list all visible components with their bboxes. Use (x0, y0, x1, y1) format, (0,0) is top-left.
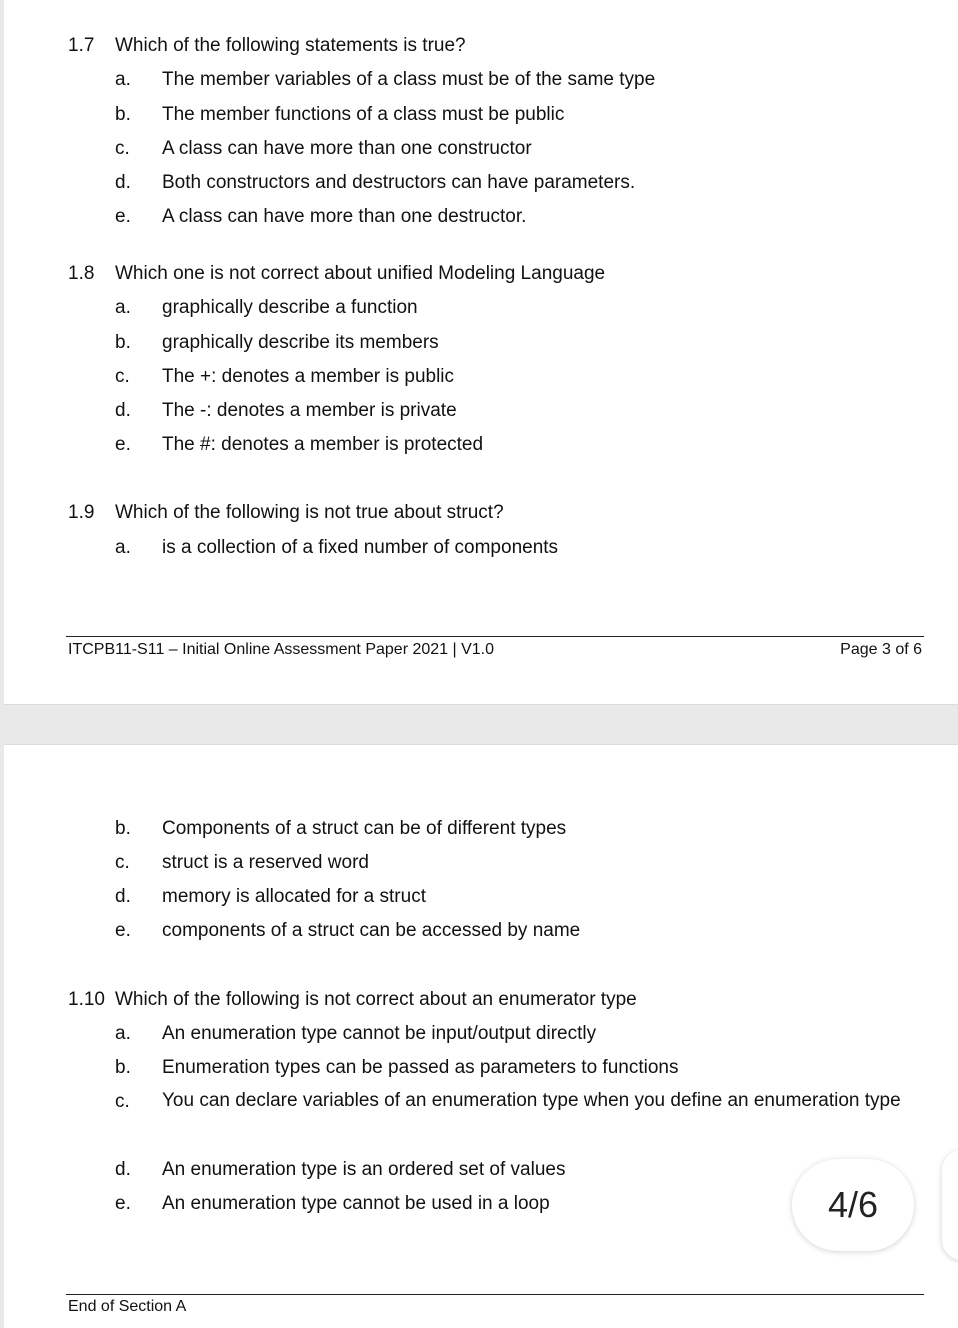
question-text: Which of the following is not correct about an enumerator type (115, 989, 637, 1010)
question-number: 1.8 (68, 263, 95, 284)
question-number: 1.9 (68, 502, 95, 523)
option-letter: e. (115, 206, 131, 227)
option-text: graphically describe a function (162, 297, 418, 318)
option-letter: a. (115, 69, 131, 90)
option-text: The member functions of a class must be public (162, 104, 565, 125)
footer-divider (66, 636, 924, 637)
option-text: components of a struct can be accessed by name (162, 920, 581, 941)
option-letter: d. (115, 172, 131, 193)
option-text: Enumeration types can be passed as parameters to functions (162, 1057, 679, 1078)
option-text: A class can have more than one constructor (162, 138, 532, 159)
question-1-8 (68, 263, 605, 285)
option-text: memory is allocated for a struct (162, 886, 426, 907)
option-letter: e. (115, 434, 131, 455)
option-letter: d. (115, 886, 131, 907)
option-text: The -: denotes a member is private (162, 400, 457, 421)
option-text: Both constructors and destructors can have parameters. (162, 172, 636, 193)
option-letter: e. (115, 1193, 131, 1214)
question-number: 1.7 (68, 35, 95, 56)
option-letter: a. (115, 297, 131, 318)
question-1-10 (68, 989, 637, 1011)
option-letter: d. (115, 400, 131, 421)
option-text: The member variables of a class must be of the same type (162, 69, 656, 90)
option-text: The #: denotes a member is protected (162, 434, 484, 455)
option-letter: c. (115, 852, 130, 873)
page-indicator: 4/6 (792, 1159, 914, 1251)
option-letter: c. (115, 1091, 130, 1112)
option-letter: e. (115, 920, 131, 941)
footer-paper-title: ITCPB11-S11 – Initial Online Assessment Paper 2021 | V1.0 (68, 641, 495, 658)
option-letter: b. (115, 104, 131, 125)
option-text: You can declare variables of an enumeration type when you define an enumeration type (162, 1090, 901, 1111)
question-text: Which one is not correct about unified Modeling Language (115, 263, 606, 284)
document-page-3 (4, 0, 958, 705)
option-letter: c. (115, 366, 130, 387)
question-number: 1.10 (68, 989, 105, 1010)
option-text: Components of a struct can be of different types (162, 818, 567, 839)
option-letter: b. (115, 818, 131, 839)
footer-divider (66, 1294, 924, 1295)
scrollbar-handle[interactable] (942, 1150, 958, 1260)
option-text: struct is a reserved word (162, 852, 369, 873)
option-text: An enumeration type cannot be input/output directly (162, 1023, 597, 1044)
option-text: The +: denotes a member is public (162, 366, 455, 387)
option-letter: d. (115, 1159, 131, 1180)
question-text: Which of the following statements is true? (115, 35, 466, 56)
option-text: graphically describe its members (162, 332, 439, 353)
question-1-9 (68, 502, 504, 524)
option-text: A class can have more than one destructor. (162, 206, 527, 227)
option-text: An enumeration type is an ordered set of values (162, 1159, 566, 1180)
option-text: An enumeration type cannot be used in a loop (162, 1193, 550, 1214)
option-letter: a. (115, 1023, 131, 1044)
footer-section-end: End of Section A (68, 1298, 187, 1315)
option-letter: a. (115, 537, 131, 558)
question-text: Which of the following is not true about struct? (115, 502, 504, 523)
option-letter: b. (115, 332, 131, 353)
option-letter: b. (115, 1057, 131, 1078)
question-1-7 (68, 35, 466, 57)
option-text: is a collection of a fixed number of components (162, 537, 559, 558)
option-letter: c. (115, 138, 130, 159)
footer-page-number: Page 3 of 6 (840, 641, 922, 658)
